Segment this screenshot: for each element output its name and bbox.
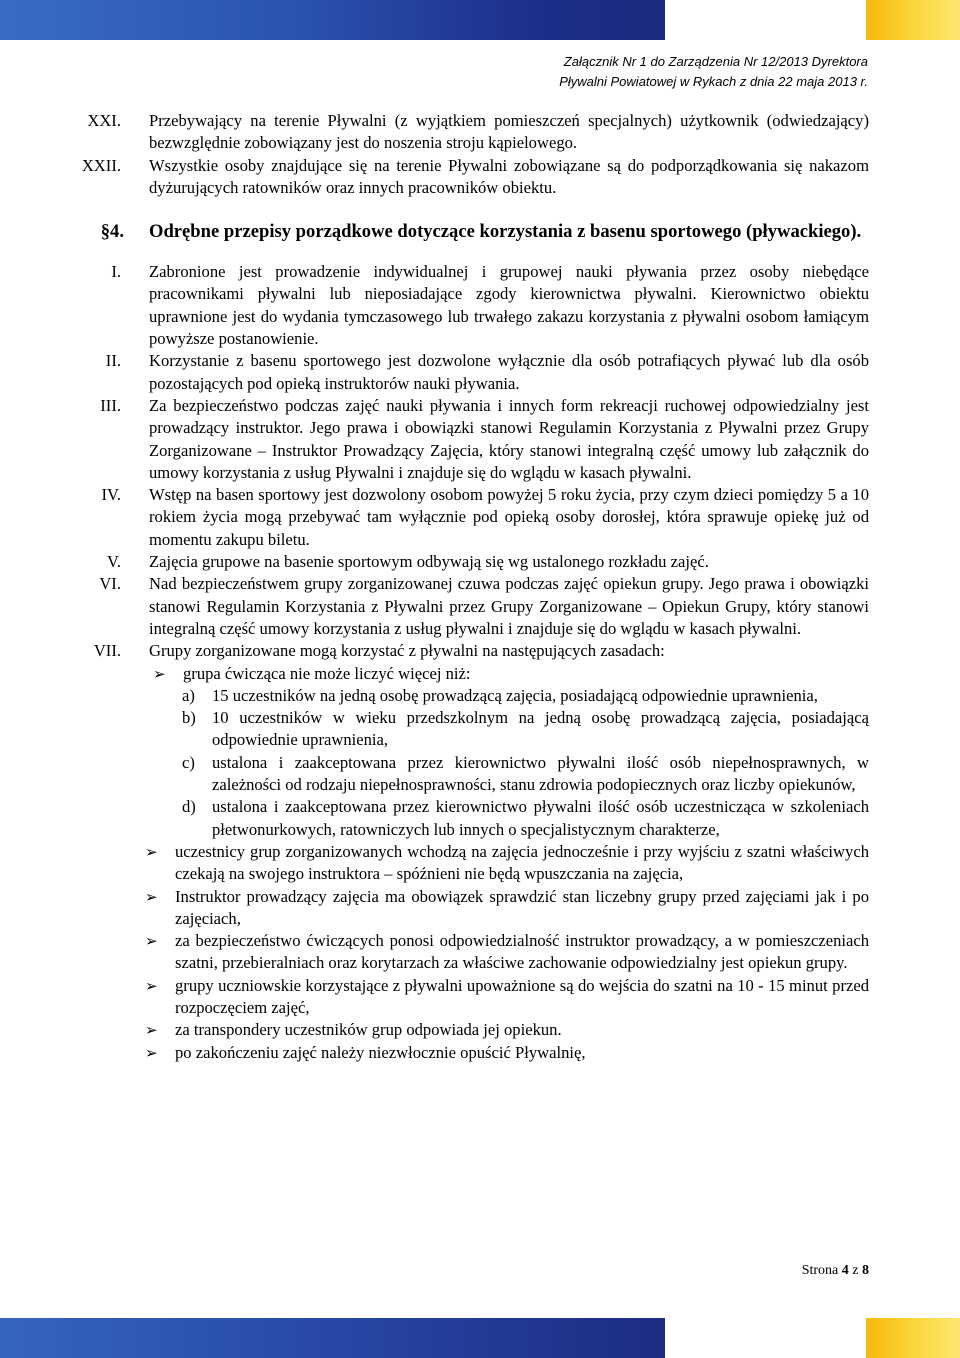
bullet-text: Instruktor prowadzący zajęcia ma obowiązek sprawdzić stan liczebny grupy przed zajęciami jak i po zajęciach, (175, 886, 869, 928)
rule-number: IV. (101, 485, 121, 505)
rule-text: Wstęp na basen sportowy jest dozwolony osobom powyżej 5 roku życia, przy czym dzieci pomiędzy 5 a 10 rokiem życia mogą przebywać tam wyłącznie pod opieką osoby dorosłej, która sprawuje opiekę już od momentu zakupu biletu. (149, 485, 869, 549)
bullet-item (145, 841, 869, 886)
sub-item-text: ustalona i zaakceptowana przez kierownictwo pływalni ilość osób uczestnicząca w szkoleniach płetwonurkowych, ratowniczych lub innych o specjalistycznym charakterze, (212, 797, 869, 839)
rule-item-iv (0, 484, 960, 551)
arrow-bullet-icon: ➢ (153, 664, 166, 683)
sub-item-label: c) (182, 752, 195, 772)
section-heading (0, 219, 960, 245)
bullet-item (145, 1019, 869, 1041)
rule-text: Zajęcia grupowe na basenie sportowym odbywają się wg ustalonego rozkładu zajęć. (149, 552, 709, 572)
sub-item-b (182, 707, 869, 752)
sub-item-d (182, 796, 869, 841)
rule-text: Przebywający na terenie Pływalni (z wyjątkiem pomieszczeń specjalnych) użytkownik (odwiedzający) bezwzględnie zobowiązany jest do noszenia stroju kąpielowego. (149, 111, 869, 153)
rule-item-i (0, 261, 960, 350)
sub-item-a (182, 685, 869, 707)
rule-number: III. (100, 395, 121, 415)
attachment-header-line2: Pływalni Powiatowej w Rykach z dnia 22 maja 2013 r. (559, 74, 868, 89)
bullet-text: za transpondery uczestników grup odpowiada jej opiekun. (175, 1020, 562, 1040)
arrow-bullet-icon: ➢ (145, 1021, 158, 1040)
page-number-current: 4 (841, 1263, 849, 1278)
bullet-text: grupa ćwicząca nie może liczyć więcej niż: (183, 663, 471, 683)
attachment-header-line1: Załącznik Nr 1 do Zarządzenia Nr 12/2013 Dyrektora (563, 54, 868, 69)
rule-item-vi (0, 573, 960, 640)
bullet-text: uczestnicy grup zorganizowanych wchodzą na zajęcia jednocześnie i przy wyjściu z szatni właściwych czekają na swojego instruktora – spóźnieni nie będą wpuszczania na zajęcia, (175, 841, 869, 884)
rule-text: Zabronione jest prowadzenie indywidualnej i grupowej nauki pływania przez osoby niebędące pracownikami pływalni lub nieposiadające zgody kierownictwa pływalni. Kierownictwo obiektu uprawnione jest do wydania tymczasowego lub trwałego zakazu korzystania z pływalni osobom łamiącym powyższe postanowienie. (149, 262, 869, 349)
rule-text: Korzystanie z basenu sportowego jest dozwolone wyłącznie dla osób potrafiących pływać lub dla osób pozostających pod opieką instruktorów nauki pływania. (149, 351, 869, 393)
rule-item-v (0, 551, 960, 573)
rule-number: VII. (93, 641, 121, 661)
bullet-item (145, 886, 869, 931)
arrow-bullet-icon: ➢ (145, 887, 158, 906)
page-number (802, 1263, 869, 1279)
rule-item-vii (0, 640, 960, 662)
section-title: Odrębne przepisy porządkowe dotyczące korzystania z basenu sportowego (pływackiego). (149, 221, 862, 243)
bullet-item (145, 930, 869, 975)
page-number-prefix: Strona (801, 1263, 839, 1278)
top-blue-stripe (0, 0, 665, 40)
bullet-text: grupy uczniowskie korzystające z pływalni upoważnione są do wejścia do szatni na 10 - 15 minut przed rozpoczęciem zajęć, (175, 975, 869, 1017)
document-body (0, 110, 960, 1064)
attachment-header (559, 52, 868, 92)
rule-number: II. (105, 351, 121, 371)
page-number-total: 8 (862, 1263, 869, 1278)
bottom-blue-stripe (0, 1318, 665, 1358)
bullet-text: po zakończeniu zajęć należy niezwłocznie opuścić Pływalnię, (175, 1042, 586, 1062)
bullet-item (145, 975, 869, 1020)
top-decorative-band (0, 0, 960, 40)
section-number: §4. (100, 221, 124, 243)
bullet-item (153, 663, 869, 685)
sub-item-text: 10 uczestników w wieku przedszkolnym na jedną osobę prowadzącą zajęcia, posiadającą odpowiednie uprawnienia, (212, 708, 869, 750)
top-yellow-stripe (866, 0, 960, 40)
sub-item-text: 15 uczestników na jedną osobę prowadzącą zajęcia, posiadającą odpowiednie uprawnienia, (212, 685, 818, 705)
sub-item-text: ustalona i zaakceptowana przez kierownictwo pływalni ilość osób niepełnosprawnych, w zależności od rodzaju niepełnosprawności, stanu zdrowia podopiecznych oraz liczby opiekunów, (212, 752, 869, 795)
rule-text: Grupy zorganizowane mogą korzystać z pływalni na następujących zasadach: (149, 641, 665, 661)
rule-item-xxii (0, 155, 960, 200)
rule-item-ii (0, 350, 960, 395)
rule-number: VI. (99, 574, 121, 594)
rule-number: I. (111, 262, 121, 282)
rule-text: Nad bezpieczeństwem grupy zorganizowanej czuwa podczas zajęć opiekun grupy. Jego prawa i obowiązki stanowi Regulamin Korzystania z Pływalni przez Grupy Zorganizowane – Opiekun Grupy, który stanowi integralną część umowy korzystania z usług pływalni i znajduje się do wglądu w kasach pływalni. (149, 574, 869, 638)
rule-item-xxi (0, 110, 960, 155)
sub-item-label: a) (182, 685, 195, 705)
sub-item-c (182, 752, 869, 797)
rule-number: XXII. (81, 155, 121, 175)
arrow-bullet-icon: ➢ (145, 976, 158, 995)
page-number-sep: z (852, 1263, 859, 1278)
rule-text: Za bezpieczeństwo podczas zajęć nauki pływania i innych form rekreacji ruchowej odpowiedzialny jest prowadzący instruktor. Jego prawa i obowiązki stanowi Regulamin Korzystania z Pływalni przez Grupy Zorganizowane – Instruktor Prowadzący Zajęcia, który stanowi integralną część umowy lub załącznik do umowy korzystania z usług Pływalni i znajduje się do wglądu w kasach pływalni. (149, 395, 869, 482)
bullet-text: za bezpieczeństwo ćwiczących ponosi odpowiedzialność instruktor prowadzący, a w pomieszczeniach szatni, przebieralniach oraz korytarzach za właściwe zachowanie odpowiedzialny jest opiekun grupy. (175, 931, 869, 973)
rule-item-iii (0, 395, 960, 484)
arrow-bullet-icon: ➢ (145, 1043, 158, 1062)
rule-text: Wszystkie osoby znajdujące się na terenie Pływalni zobowiązane są do podporządkowania się nakazom dyżurujących ratowników oraz innych pracowników obiektu. (149, 155, 869, 197)
sub-item-label: b) (182, 708, 196, 728)
bottom-yellow-stripe (866, 1318, 960, 1358)
sub-item-label: d) (182, 797, 196, 817)
bullet-item (145, 1042, 869, 1064)
rule-number: V. (107, 552, 121, 572)
arrow-bullet-icon: ➢ (145, 932, 158, 951)
bottom-decorative-band (0, 1318, 960, 1358)
arrow-bullet-icon: ➢ (145, 842, 158, 861)
rule-number: XXI. (87, 111, 121, 130)
